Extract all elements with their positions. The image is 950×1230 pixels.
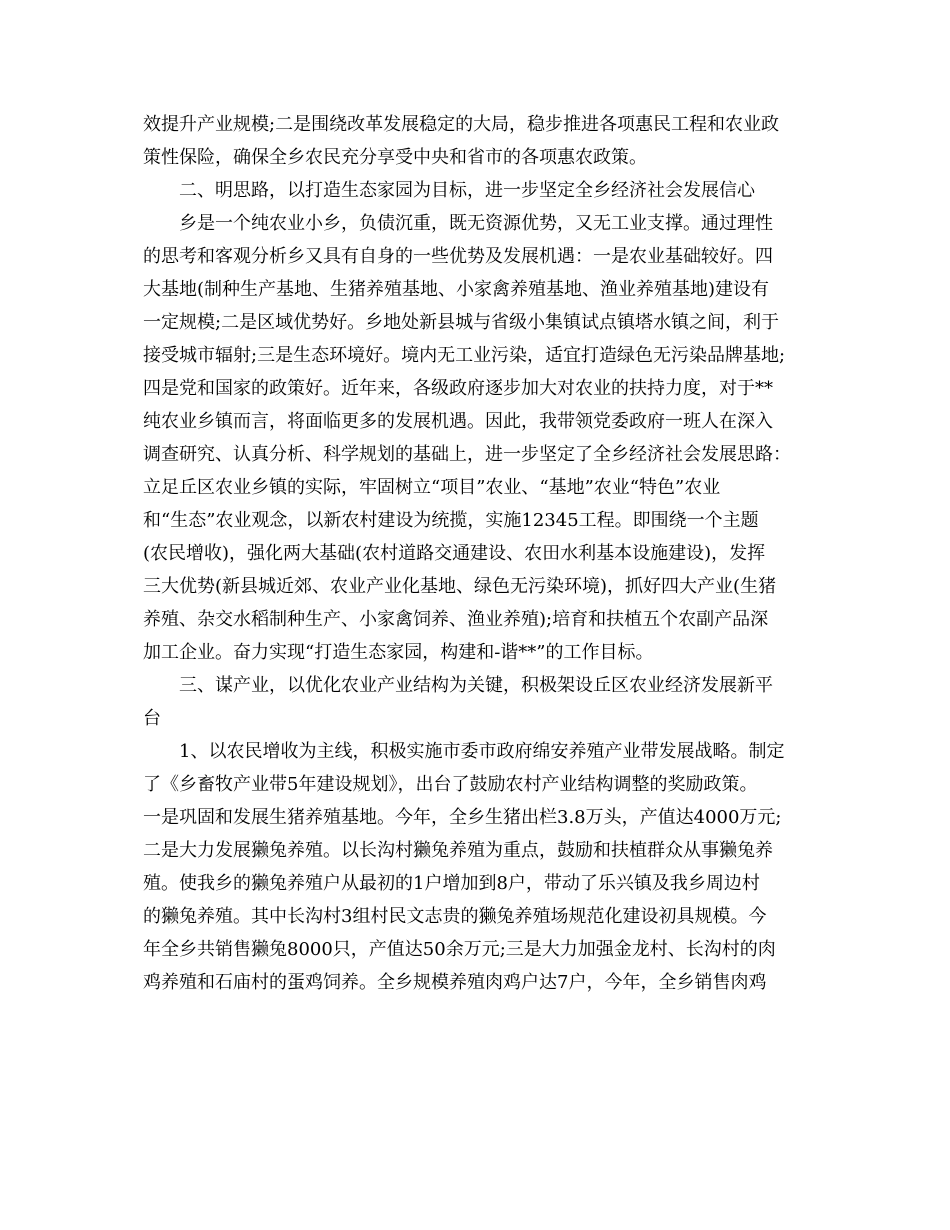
text-line: 四是党和国家的政策好。近年来，各级政府逐步加大对农业的扶持力度，对于**: [143, 378, 773, 399]
text-line: 三大优势(新县城近郊、农业产业化基地、绿色无污染环境)，抓好四大产业(生猪: [143, 576, 777, 597]
paragraph: [143, 669, 807, 735]
text-line: 二是大力发展獭兔养殖。以长沟村獭兔养殖为重点，鼓励和扶植群众从事獭兔养: [143, 840, 773, 861]
document-page: [143, 108, 807, 999]
text-line: 了《乡畜牧产业带5年建设规划》，出台了鼓励农村产业结构调整的奖励政策。: [143, 774, 758, 795]
text-line: 一定规模;二是区域优势好。乡地处新县城与省级小集镇试点镇塔水镇之间，利于: [143, 312, 780, 333]
text-line: 三、谋产业，以优化农业产业结构为关键，积极架设丘区农业经济发展新平: [179, 675, 773, 696]
text-line: 一是巩固和发展生猪养殖基地。今年，全乡生猪出栏3.8万头，产值达4000万元;: [143, 807, 782, 828]
text-line: 乡是一个纯农业小乡，负债沉重，既无资源优势，又无工业支撑。通过理性: [179, 213, 773, 234]
paragraph: [143, 174, 807, 207]
paragraph: [143, 207, 807, 669]
paragraph: [143, 108, 807, 174]
text-line: 效提升产业规模;二是围绕改革发展稳定的大局，稳步推进各项惠民工程和农业政: [143, 114, 780, 135]
text-line: 纯农业乡镇而言，将面临更多的发展机遇。因此，我带领党委政府一班人在深入: [143, 411, 773, 432]
text-line: 1、以农民增收为主线，积极实施市委市政府绵安养殖产业带发展战略。制定: [179, 741, 785, 762]
text-line: 的獭兔养殖。其中长沟村3组村民文志贵的獭兔养殖场规范化建设初具规模。今: [143, 906, 767, 927]
text-line: 和“生态”农业观念，以新农村建设为统揽，实施12345工程。即围绕一个主题: [143, 510, 759, 531]
text-line: 加工企业。奋力实现“打造生态家园，构建和-谐**”的工作目标。: [143, 642, 654, 663]
text-line: 大基地(制种生产基地、生猪养殖基地、小家禽养殖基地、渔业养殖基地)建设有: [143, 279, 770, 300]
text-line: 的思考和客观分析乡又具有自身的一些优势及发展机遇：一是农业基础较好。四: [143, 246, 773, 267]
text-line: 调查研究、认真分析、科学规划的基础上，进一步坚定了全乡经济社会发展思路：: [143, 444, 791, 465]
paragraph: [143, 735, 807, 999]
text-line: 养殖、杂交水稻制种生产、小家禽饲养、渔业养殖);培育和扶植五个农副产品深: [143, 609, 769, 630]
text-line: 立足丘区农业乡镇的实际，牢固树立“项目”农业、“基地”农业“特色”农业: [143, 477, 721, 498]
text-line: 二、明思路，以打造生态家园为目标，进一步坚定全乡经济社会发展信心: [179, 180, 755, 201]
text-line: 年全乡共销售獭兔8000只，产值达50余万元;三是大力加强金龙村、长沟村的肉: [143, 939, 776, 960]
text-line: 接受城市辐射;三是生态环境好。境内无工业污染，适宜打造绿色无污染品牌基地;: [143, 345, 786, 366]
text-line: 殖。使我乡的獭兔养殖户从最初的1户增加到8户，带动了乐兴镇及我乡周边村: [143, 873, 760, 894]
text-line: (农民增收)，强化两大基础(农村道路交通建设、农田水利基本设施建设)，发挥: [143, 543, 766, 564]
text-line: 台: [143, 708, 161, 729]
text-line: 策性保险，确保全乡农民充分享受中央和省市的各项惠农政策。: [143, 147, 647, 168]
text-line: 鸡养殖和石庙村的蛋鸡饲养。全乡规模养殖肉鸡户达7户，今年，全乡销售肉鸡: [143, 972, 767, 993]
